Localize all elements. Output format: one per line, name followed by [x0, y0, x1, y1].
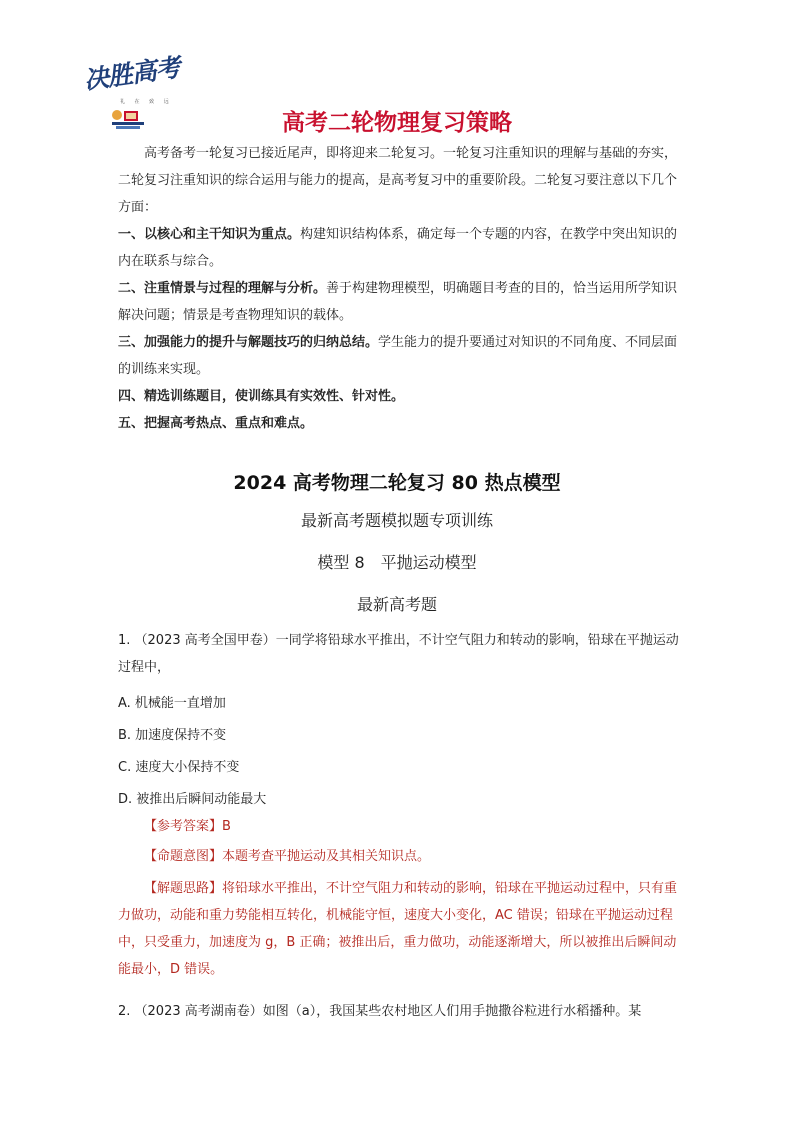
- question-1-option-a: A. 机械能一直增加: [118, 696, 226, 711]
- point-3-text: 学生能力的提升要通过对知识的不同角度、不同层面的训练来实现。: [118, 335, 678, 377]
- point-4-bold: 四、精选训练题目，使训练具有实效性、针对性。: [118, 389, 405, 404]
- question-1-analysis: 【解题思路】将铅球水平推出，不计空气阻力和转动的影响，铅球在平抛运动过程中，只有重力做功，动能和重力势能相互转化，机械能守恒，速度大小变化，AC 错误；铅球在平抛运动过程中，只受重力，加速度为 g，B 正确；被推出后，重力做功，动能逐渐增大，所以被推出后瞬间动能最小，D 错误。: [118, 881, 678, 977]
- question-1-option-d: D. 被推出后瞬间动能最大: [118, 792, 267, 807]
- point-3-bold: 三、加强能力的提升与解题技巧的归纳总结。: [118, 335, 379, 350]
- section-heading: 2024 高考物理二轮复习 80 热点模型: [233, 472, 561, 494]
- logo-small-text: 礼 在 致 远: [120, 99, 173, 105]
- question-1-option-c: C. 速度大小保持不变: [118, 760, 240, 775]
- point-2-text: 善于构建物理模型，明确题目考查的目的，恰当运用所学知识解决问题；情景是考查物理知识的载体。: [118, 281, 678, 323]
- question-1-answer: 【参考答案】B: [144, 819, 231, 834]
- question-1-stem: 1. （2023 高考全国甲卷）一同学将铅球水平推出，不计空气阻力和转动的影响，铅球在平抛运动过程中，: [118, 633, 679, 675]
- point-2: [118, 275, 683, 329]
- subheading: 最新高考题模拟题专项训练: [300, 511, 493, 530]
- intro-paragraph: 高考备考一轮复习已接近尾声，即将迎来二轮复习。一轮复习注重知识的理解与基础的夯实，二轮复习注重知识的综合运用与能力的提高，是高考复习中的重要阶段。二轮复习要注意以下几个方面：: [118, 146, 678, 215]
- point-2-bold: 二、注重情景与过程的理解与分析。: [118, 281, 327, 296]
- page-title: 高考二轮物理复习策略: [282, 110, 512, 136]
- point-1: [118, 221, 683, 275]
- logo-text: 决胜高考: [82, 52, 182, 95]
- section-label: 最新高考题: [356, 595, 437, 614]
- question-2-stem: 2. （2023 高考湖南卷）如图（a），我国某些农村地区人们用手抛撒谷粒进行水稻播种。某: [118, 1004, 642, 1019]
- question-1-option-b: B. 加速度保持不变: [118, 728, 227, 743]
- point-3: [118, 329, 683, 383]
- question-1-intent: 【命题意图】本题考查平抛运动及其相关知识点。: [144, 849, 431, 864]
- point-5: [118, 410, 683, 437]
- point-4: [118, 383, 683, 410]
- point-1-text: 构建知识结构体系，确定每一个专题的内容，在教学中突出知识的内在联系与综合。: [118, 227, 678, 269]
- point-1-bold: 一、以核心和主干知识为重点。: [118, 227, 301, 242]
- point-5-bold: 五、把握高考热点、重点和难点。: [118, 416, 314, 431]
- model-heading: 模型 8 平抛运动模型: [317, 553, 477, 572]
